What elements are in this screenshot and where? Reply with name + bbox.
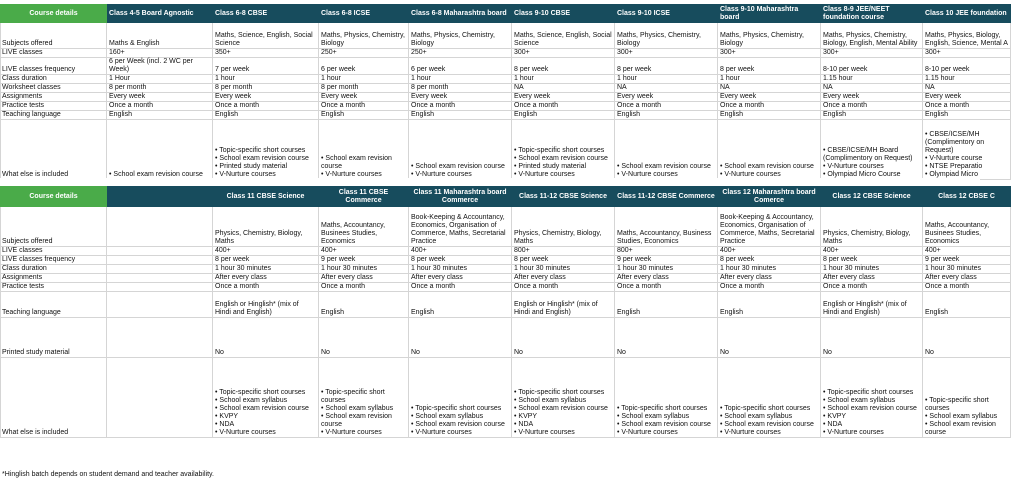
bullet-item: • Topic-specific short courses xyxy=(215,389,306,396)
bullet-item: • V-Nurture courses xyxy=(514,429,575,436)
table-cell: English xyxy=(718,111,821,120)
table-cell: Once a month xyxy=(409,283,512,292)
table-cell: Maths, Accountancy, Businees Studies, Economics xyxy=(319,207,409,247)
table-cell: After every class xyxy=(821,274,923,283)
table-cell: 8 per week xyxy=(718,256,821,265)
table-cell: Maths, Physics, Chemistry, Biology xyxy=(615,23,718,49)
table-cell: Once a month xyxy=(821,283,923,292)
table-row xyxy=(1,292,1011,318)
table-cell: 1 hour xyxy=(512,75,615,84)
bullet-item: • NTSE Preparatio xyxy=(925,163,983,170)
table-cell: 1.15 hour xyxy=(821,75,923,84)
table-cell: No xyxy=(213,318,319,358)
table-cell xyxy=(409,358,512,438)
table-cell: Every week xyxy=(923,93,1011,102)
table-cell: Maths, Physics, Chemistry, Biology xyxy=(409,23,512,49)
table-cell xyxy=(107,207,213,247)
table-cell: Maths, Physics, Chemistry, Biology xyxy=(319,23,409,49)
table-cell: NA xyxy=(718,84,821,93)
table-cell: 6 per Week (incl. 2 WC per Week) xyxy=(107,58,213,75)
table-cell xyxy=(718,120,821,180)
column-header: Class 12 CBSE Science xyxy=(821,187,923,207)
table-row xyxy=(1,75,1011,84)
table-row xyxy=(1,93,1011,102)
table-cell: 8 per month xyxy=(319,84,409,93)
table-cell xyxy=(107,274,213,283)
table-cell: Every week xyxy=(821,93,923,102)
table-cell: 300+ xyxy=(821,49,923,58)
table-cell: 800+ xyxy=(615,247,718,256)
bullet-item: • NDA xyxy=(823,421,843,428)
bullet-item: • Olympiad Micro xyxy=(925,171,979,178)
column-header: Class 10 JEE foundation xyxy=(923,5,1011,23)
column-header: Class 11 CBSE Commerce xyxy=(319,187,409,207)
table-cell xyxy=(107,265,213,274)
table-cell: No xyxy=(821,318,923,358)
table-cell: Maths, Accountancy, Businees Studies, Economics xyxy=(923,207,1011,247)
bullet-item: • V-Nurture courses xyxy=(617,429,678,436)
table-cell: English xyxy=(821,111,923,120)
table-cell: After every class xyxy=(213,274,319,283)
bullet-item: • CBSE/ICSE/MH (Complimentory on Request) xyxy=(925,131,985,154)
footnote: *Hinglish batch depends on student demand and teacher availability. xyxy=(2,471,214,478)
row-label: Teaching language xyxy=(1,292,107,318)
table-row xyxy=(1,247,1011,256)
bullet-item: • School exam revision course xyxy=(720,421,814,428)
bullet-item: • School exam revision course xyxy=(720,163,814,170)
bullet-item: • School exam syllabus xyxy=(823,397,896,404)
table-cell: 1 hour 30 minutes xyxy=(213,265,319,274)
bullet-item: • School exam syllabus xyxy=(617,413,690,420)
table-cell: 8 per week xyxy=(821,256,923,265)
table-cell: 160+ xyxy=(107,49,213,58)
table-cell: No xyxy=(615,318,718,358)
bullet-item: • School exam syllabus xyxy=(411,413,484,420)
bullet-item: • Topic-specific short courses xyxy=(215,147,306,154)
bullet-item: • V-Nurture courses xyxy=(411,429,472,436)
bullet-item: • V-Nurture courses xyxy=(411,171,472,178)
bullet-item: • V-Nurture courses xyxy=(823,163,884,170)
column-header: Class 11 Maharashtra board Commerce xyxy=(409,187,512,207)
table-cell: 1 hour 30 minutes xyxy=(512,265,615,274)
column-header: Class 11-12 CBSE Commerce xyxy=(615,187,718,207)
table-cell: 1 hour 30 minutes xyxy=(821,265,923,274)
header-row xyxy=(1,5,1011,23)
bullet-item: • KVPY xyxy=(823,413,847,420)
table-cell: Once a month xyxy=(512,283,615,292)
bullet-item: • School exam syllabus xyxy=(514,397,587,404)
bullet-item: • School exam revision course xyxy=(925,421,996,436)
row-label: LIVE classes xyxy=(1,247,107,256)
bullet-item: • Topic-specific short courses xyxy=(411,405,502,412)
table-cell: 8 per week xyxy=(512,256,615,265)
table-cell xyxy=(319,120,409,180)
table-cell: Maths, Physics, Chemistry, Biology xyxy=(718,23,821,49)
table-row xyxy=(1,256,1011,265)
table-cell: NA xyxy=(923,84,1011,93)
table-cell: 1 Hour xyxy=(107,75,213,84)
bullet-item: • School exam revision course xyxy=(411,163,505,170)
table-cell xyxy=(512,358,615,438)
table-cell xyxy=(512,120,615,180)
table-cell: Once a month xyxy=(512,102,615,111)
table-cell: 1 hour 30 minutes xyxy=(923,265,1011,274)
table-row xyxy=(1,358,1011,438)
table-row xyxy=(1,318,1011,358)
table-row xyxy=(1,274,1011,283)
bullet-item: • School exam revision course xyxy=(514,405,608,412)
bullet-item: • School exam revision course xyxy=(514,155,608,162)
table-cell: After every class xyxy=(718,274,821,283)
header-corner: Course details xyxy=(1,187,107,207)
table-cell: 300+ xyxy=(512,49,615,58)
bullet-item: • School exam revision course xyxy=(411,421,505,428)
table-cell: 400+ xyxy=(718,247,821,256)
table-cell xyxy=(107,292,213,318)
bullet-item: • School exam revision course xyxy=(215,405,309,412)
bullet-item: • Topic-specific short courses xyxy=(514,147,605,154)
column-header: Class 12 CBSE C xyxy=(923,187,1011,207)
bullet-item: • Topic-specific short courses xyxy=(823,389,914,396)
row-label: Worksheet classes xyxy=(1,84,107,93)
table-cell: 8 per week xyxy=(615,58,718,75)
table-cell: 1 hour xyxy=(213,75,319,84)
table-cell: After every class xyxy=(512,274,615,283)
row-label: Subjects offered xyxy=(1,207,107,247)
table-cell: 8 per week xyxy=(213,256,319,265)
table-cell: Once a month xyxy=(213,102,319,111)
table-cell xyxy=(319,358,409,438)
table-cell xyxy=(213,120,319,180)
table-cell: Every week xyxy=(409,93,512,102)
bullet-item: • Topic-specific short courses xyxy=(617,405,708,412)
table-row xyxy=(1,265,1011,274)
table-cell: Once a month xyxy=(107,102,213,111)
column-header: Class 11-12 CBSE Science xyxy=(512,187,615,207)
table-row xyxy=(1,111,1011,120)
bullet-item: • School exam revision course xyxy=(215,155,309,162)
table-cell xyxy=(107,120,213,180)
table-cell: Once a month xyxy=(718,283,821,292)
table-cell: Physics, Chemistry, Biology, Maths xyxy=(213,207,319,247)
table-cell: No xyxy=(319,318,409,358)
table-cell: English xyxy=(615,292,718,318)
table-cell: English xyxy=(409,292,512,318)
table-cell: Physics, Chemistry, Biology, Maths xyxy=(512,207,615,247)
bullet-item: • Topic-specific short courses xyxy=(925,397,989,412)
row-label: LIVE classes frequency xyxy=(1,58,107,75)
table-cell xyxy=(107,318,213,358)
table-cell: 400+ xyxy=(821,247,923,256)
table-cell: 7 per week xyxy=(213,58,319,75)
column-header: Class 6-8 ICSE xyxy=(319,5,409,23)
table-cell xyxy=(923,120,1011,180)
bullet-item: • School exam syllabus xyxy=(720,413,793,420)
table-cell: Once a month xyxy=(923,283,1011,292)
table-cell xyxy=(409,120,512,180)
bullet-item: • V-Nurture courses xyxy=(617,171,678,178)
table-cell: English xyxy=(319,292,409,318)
table-cell: Once a month xyxy=(615,283,718,292)
table-cell: Maths, Physics, Biology, English, Science, Mental A xyxy=(923,23,1011,49)
table-cell: 400+ xyxy=(319,247,409,256)
table-cell: After every class xyxy=(409,274,512,283)
bullet-item: • School exam revision course xyxy=(617,163,711,170)
bullet-item: • V-Nurture courses xyxy=(823,429,884,436)
table-cell xyxy=(718,358,821,438)
table-cell: Once a month xyxy=(319,283,409,292)
table-cell: Physics, Chemistry, Biology, Maths xyxy=(821,207,923,247)
table-cell: 8 per week xyxy=(512,58,615,75)
table-cell: English xyxy=(319,111,409,120)
bullet-item: • Olympiad Micro Course xyxy=(823,171,901,178)
row-label: Assignments xyxy=(1,93,107,102)
table-cell: Every week xyxy=(615,93,718,102)
table-cell: 8 per week xyxy=(409,256,512,265)
bullet-item: • School exam revision course xyxy=(321,413,392,428)
table-cell: 9 per week xyxy=(923,256,1011,265)
table-cell: 300+ xyxy=(718,49,821,58)
table-cell: Every week xyxy=(718,93,821,102)
column-header xyxy=(107,187,213,207)
table-cell: English xyxy=(409,111,512,120)
table-cell xyxy=(615,120,718,180)
table-cell: After every class xyxy=(319,274,409,283)
table-cell: 6 per week xyxy=(409,58,512,75)
table-cell: 400+ xyxy=(213,247,319,256)
table-cell: Book-Keeping & Accountancy, Economics, Organisation of Commerce, Maths, Secretarial Practice xyxy=(718,207,821,247)
table-cell: 8 per month xyxy=(107,84,213,93)
bullet-item: • KVPY xyxy=(215,413,239,420)
table-cell: Once a month xyxy=(718,102,821,111)
table-cell: 8-10 per week xyxy=(923,58,1011,75)
table-cell: 8 per week xyxy=(718,58,821,75)
table-row xyxy=(1,23,1011,49)
table-cell: Once a month xyxy=(319,102,409,111)
table-cell: English or Hinglish* (mix of Hindi and English) xyxy=(512,292,615,318)
table-cell: Maths, Physics, Chemistry, Biology, English, Mental Ability xyxy=(821,23,923,49)
bullet-item: • V-Nurture courses xyxy=(321,171,382,178)
table-cell: 1.15 hour xyxy=(923,75,1011,84)
table-cell: Every week xyxy=(107,93,213,102)
table-cell: Once a month xyxy=(821,102,923,111)
table-cell: Once a month xyxy=(409,102,512,111)
table-cell: Maths, Accountancy, Business Studies, Economics xyxy=(615,207,718,247)
table-cell: Maths, Science, English, Social Science xyxy=(213,23,319,49)
column-header: Class 9-10 ICSE xyxy=(615,5,718,23)
table-cell xyxy=(213,358,319,438)
table-cell: 1 hour 30 minutes xyxy=(718,265,821,274)
row-label: LIVE classes frequency xyxy=(1,256,107,265)
bullet-item: • V-Nurture courses xyxy=(215,171,276,178)
header-corner: Course details xyxy=(1,5,107,23)
table-cell: English xyxy=(923,111,1011,120)
table-row xyxy=(1,84,1011,93)
course-table-2 xyxy=(0,186,1011,438)
table-cell: 400+ xyxy=(923,247,1011,256)
table-cell xyxy=(107,283,213,292)
row-label: Class duration xyxy=(1,265,107,274)
row-label: Class duration xyxy=(1,75,107,84)
row-label: Practice tests xyxy=(1,102,107,111)
bullet-item: • V-Nurture courses xyxy=(720,429,781,436)
row-label: What else is included xyxy=(1,120,107,180)
table-cell: 8 per month xyxy=(213,84,319,93)
table-cell: Every week xyxy=(213,93,319,102)
table-cell: Once a month xyxy=(213,283,319,292)
table-cell: English or Hinglish* (mix of Hindi and English) xyxy=(213,292,319,318)
table-cell: No xyxy=(512,318,615,358)
table-cell: 1 hour xyxy=(615,75,718,84)
bullet-item: • KVPY xyxy=(514,413,538,420)
column-header: Class 4-5 Board Agnostic xyxy=(107,5,213,23)
table-cell: 250+ xyxy=(409,49,512,58)
table-cell: Every week xyxy=(319,93,409,102)
bullet-item: • School exam revision course xyxy=(617,421,711,428)
table-cell: 8 per month xyxy=(409,84,512,93)
table-cell: NA xyxy=(615,84,718,93)
table-cell: 300+ xyxy=(923,49,1011,58)
row-label: Practice tests xyxy=(1,283,107,292)
table-cell: 6 per week xyxy=(319,58,409,75)
column-header: Class 8-9 JEE/NEET foundation course xyxy=(821,5,923,23)
table-row xyxy=(1,207,1011,247)
bullet-item: • Printed study material xyxy=(215,163,288,170)
table-cell: 9 per week xyxy=(615,256,718,265)
table-cell: English xyxy=(923,292,1011,318)
table-cell: Every week xyxy=(512,93,615,102)
bullet-item: • School exam syllabus xyxy=(215,397,288,404)
table-cell: 800+ xyxy=(512,247,615,256)
table-cell: Maths, Science, English, Social Science xyxy=(512,23,615,49)
table-cell: 9 per week xyxy=(319,256,409,265)
column-header: Class 9-10 Maharashtra board xyxy=(718,5,821,23)
table-cell: English xyxy=(512,111,615,120)
bullet-item: • NDA xyxy=(514,421,534,428)
table-cell xyxy=(821,120,923,180)
bullet-item: • Topic-specific short courses xyxy=(720,405,811,412)
bullet-item: • CBSE/ICSE/MH Board (Complimentory on Request) xyxy=(823,147,913,162)
bullet-item: • School exam revision course xyxy=(823,405,917,412)
table-cell: NA xyxy=(821,84,923,93)
table-cell: After every class xyxy=(923,274,1011,283)
table-row xyxy=(1,49,1011,58)
table-cell: Maths & English xyxy=(107,23,213,49)
table-cell: English xyxy=(107,111,213,120)
row-label: LIVE classes xyxy=(1,49,107,58)
row-label: Teaching language xyxy=(1,111,107,120)
table-cell: 1 hour 30 minutes xyxy=(319,265,409,274)
header-row xyxy=(1,187,1011,207)
table-cell xyxy=(615,358,718,438)
bullet-item: • V-Nurture courses xyxy=(215,429,276,436)
table-cell: English xyxy=(615,111,718,120)
table-cell: 1 hour 30 minutes xyxy=(409,265,512,274)
table-cell: No xyxy=(409,318,512,358)
table-row xyxy=(1,58,1011,75)
table-cell: English xyxy=(718,292,821,318)
table-row xyxy=(1,120,1011,180)
column-header: Class 11 CBSE Science xyxy=(213,187,319,207)
bullet-item: • Printed study material xyxy=(514,163,587,170)
table-cell xyxy=(107,256,213,265)
bullet-item: • School exam syllabus xyxy=(925,413,998,420)
bullet-item: • NDA xyxy=(215,421,235,428)
column-header: Class 12 Maharashtra board Comerce xyxy=(718,187,821,207)
table-row xyxy=(1,283,1011,292)
bullet-item: • School exam revision course xyxy=(109,171,203,178)
table-cell: Once a month xyxy=(615,102,718,111)
bullet-item: • Topic-specific short courses xyxy=(321,389,385,404)
bullet-item: • School exam syllabus xyxy=(321,405,394,412)
table-cell: Book-Keeping & Accountancy, Economics, Organisation of Commerce, Maths, Secretarial Practice xyxy=(409,207,512,247)
table-cell: NA xyxy=(512,84,615,93)
bullet-item: • V-Nurture course xyxy=(925,155,983,162)
column-header: Class 6-8 CBSE xyxy=(213,5,319,23)
table-cell: 1 hour xyxy=(319,75,409,84)
table-cell xyxy=(107,358,213,438)
table-cell: 1 hour xyxy=(409,75,512,84)
row-label: What else is included xyxy=(1,358,107,438)
bullet-item: • V-Nurture courses xyxy=(720,171,781,178)
table-cell: 300+ xyxy=(615,49,718,58)
table-cell: Once a month xyxy=(923,102,1011,111)
table-cell: 8-10 per week xyxy=(821,58,923,75)
table-cell xyxy=(107,247,213,256)
bullet-item: • V-Nurture courses xyxy=(321,429,382,436)
course-table-1 xyxy=(0,4,1011,180)
table-cell: 1 hour 30 minutes xyxy=(615,265,718,274)
table-row xyxy=(1,102,1011,111)
table-cell: No xyxy=(923,318,1011,358)
table-cell: 400+ xyxy=(409,247,512,256)
table-cell: After every class xyxy=(615,274,718,283)
row-label: Subjects offered xyxy=(1,23,107,49)
table-cell: English or Hinglish* (mix of Hindi and English) xyxy=(821,292,923,318)
table-cell: English xyxy=(213,111,319,120)
table-cell: 350+ xyxy=(213,49,319,58)
table-gap xyxy=(0,178,980,186)
table-cell: 1 hour xyxy=(718,75,821,84)
column-header: Class 6-8 Maharashtra board xyxy=(409,5,512,23)
table-cell: 250+ xyxy=(319,49,409,58)
table-cell xyxy=(923,358,1011,438)
bullet-item: • Topic-specific short courses xyxy=(514,389,605,396)
bullet-item: • V-Nurture courses xyxy=(514,171,575,178)
row-label: Printed study material xyxy=(1,318,107,358)
table-cell: No xyxy=(718,318,821,358)
bullet-item: • School exam revision course xyxy=(321,155,392,170)
table-cell xyxy=(821,358,923,438)
column-header: Class 9-10 CBSE xyxy=(512,5,615,23)
row-label: Assignments xyxy=(1,274,107,283)
